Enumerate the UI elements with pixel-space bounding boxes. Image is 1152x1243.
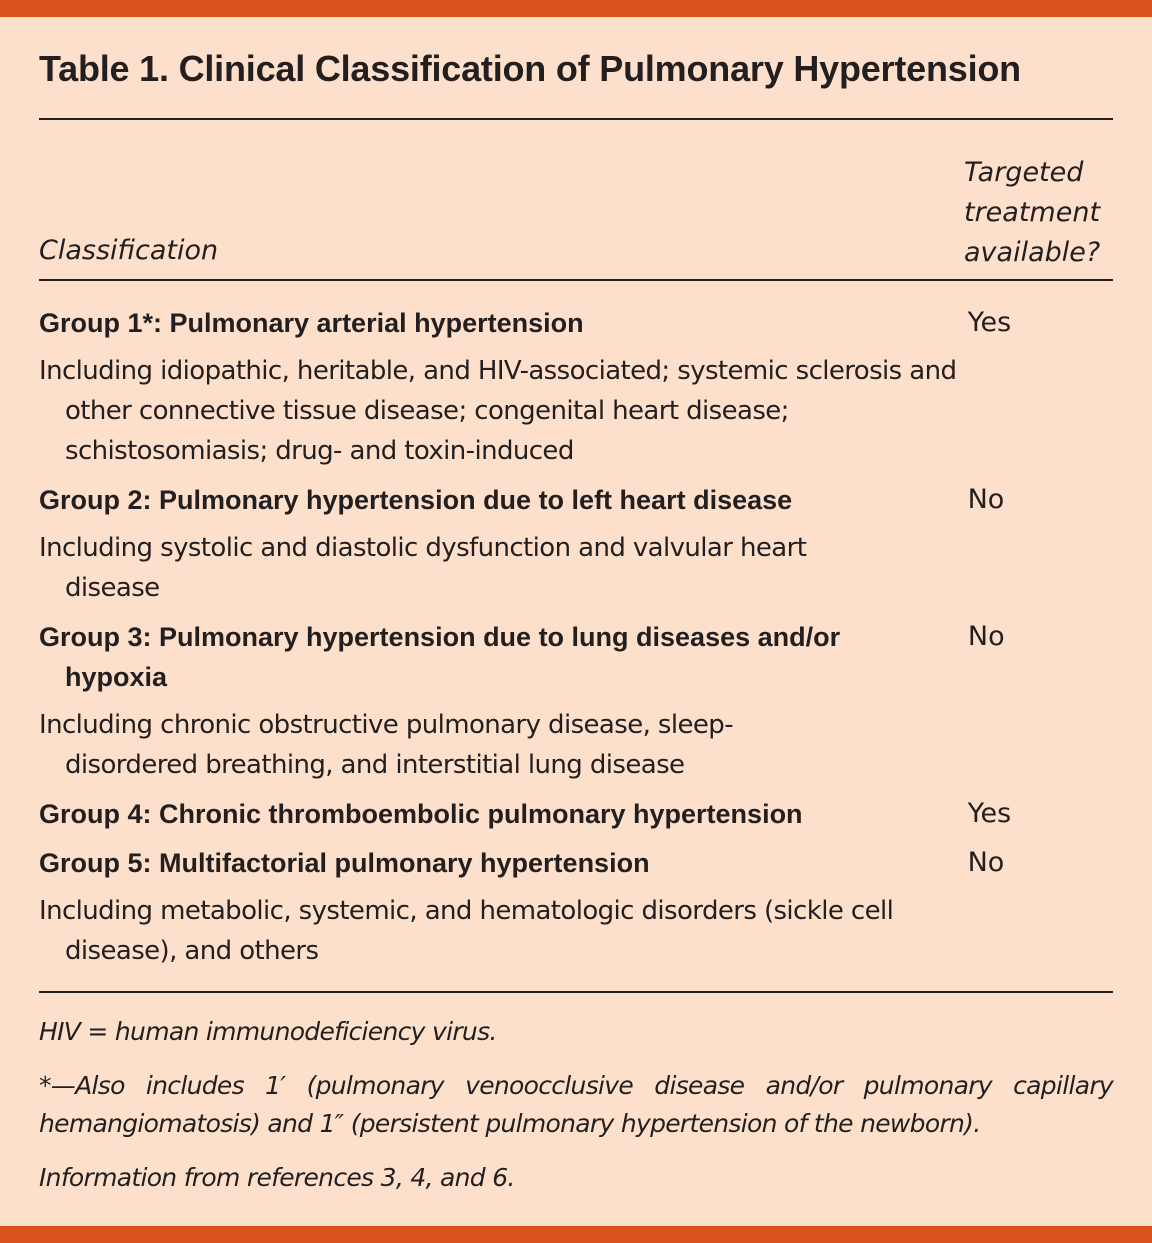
group-heading: Group 3: Pulmonary hypertension due to lung diseases and/or hypoxia	[39, 622, 841, 692]
header-divider	[39, 279, 1113, 281]
table-bottom-divider	[39, 991, 1113, 993]
treatment-value: No	[967, 484, 1005, 515]
group-heading: Group 2: Pulmonary hypertension due to left heart disease	[39, 485, 793, 515]
group-description: Including metabolic, systemic, and hematologic disorders (sickle cell disease), and others	[39, 896, 894, 966]
table-row-group-5	[39, 843, 1113, 971]
group-description: Including chronic obstructive pulmonary disease, sleep-disordered breathing, and interstitial lung disease	[39, 710, 733, 780]
classification-table-body	[39, 303, 1113, 980]
treatment-value: Yes	[967, 798, 1012, 829]
footnotes	[39, 1013, 1113, 1213]
footnote-asterisk: *—Also includes 1′ (pulmonary venoocclusive disease and/or pulmonary capillary hemangiomatosis) and 1″ (persistent pulmonary hypertension of the newborn).	[39, 1071, 1113, 1138]
column-header-classification: Classification	[39, 235, 219, 266]
table-row-group-1	[39, 303, 1113, 471]
footnote-source: Information from references 3, 4, and 6.	[39, 1163, 515, 1192]
treatment-value: No	[967, 847, 1005, 878]
table-row-group-2	[39, 480, 1113, 608]
footnote-abbreviation: HIV = human immunodeficiency virus.	[39, 1017, 497, 1046]
top-accent-bar	[0, 0, 1152, 17]
group-description: Including idiopathic, heritable, and HIV-associated; systemic sclerosis and other connective tissue disease; congenital heart disease; schistosomiasis; drug- and toxin-induced	[39, 356, 957, 466]
treatment-value: No	[967, 621, 1005, 652]
table-row-group-3	[39, 617, 1113, 785]
title-divider	[39, 118, 1113, 120]
treatment-value: Yes	[967, 307, 1012, 338]
group-heading: Group 4: Chronic thromboembolic pulmonary hypertension	[39, 799, 803, 829]
table-title: Table 1. Clinical Classification of Pulmonary Hypertension	[39, 48, 1021, 89]
group-description: Including systolic and diastolic dysfunction and valvular heart disease	[39, 533, 807, 603]
table-row-group-4	[39, 794, 1113, 834]
bottom-accent-bar	[0, 1226, 1152, 1243]
group-heading: Group 5: Multifactorial pulmonary hypertension	[39, 848, 650, 878]
column-header-treatment: Targeted treatment available?	[964, 157, 1101, 268]
group-heading: Group 1*: Pulmonary arterial hypertension	[39, 308, 584, 338]
